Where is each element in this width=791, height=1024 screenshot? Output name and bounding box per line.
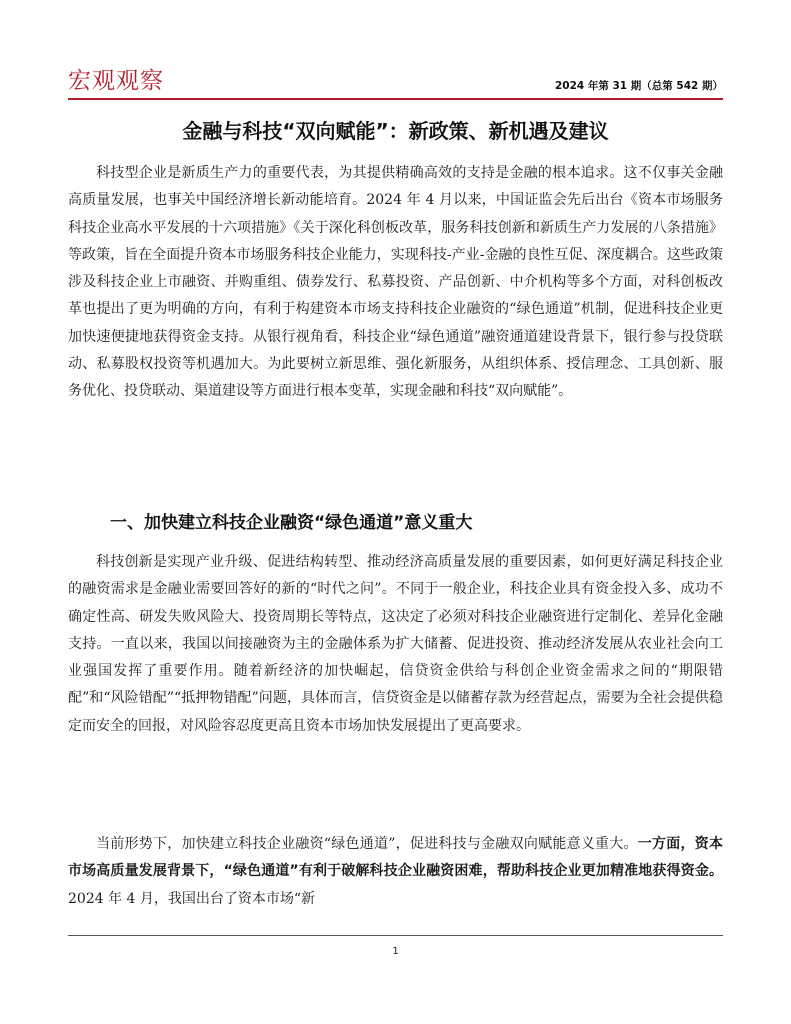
paragraph-lead-text: 当前形势下，加快建立科技企业融资“绿色通道”，促进科技与金融双向赋能意义重大。 (96, 836, 638, 852)
paragraph-tail-text: 2024 年 4 月，我国出台了资本市场“新 (68, 890, 316, 907)
footer-divider (68, 935, 723, 936)
paragraph-bold-text: 一方面，资本市场高质量发展背景下，“绿色通道”有利于破解科技企业融资困难，帮助科技企业更加精准地获得资金。 (68, 836, 724, 880)
intro-paragraph: 科技型企业是新质生产力的重要代表，为其提供精确高效的支持是金融的根本追求。这不仅事关金融高质量发展，也事关中国经济增长新动能培育。2024 年 4 月以来，中国证监会先后出台《资本市场服务科技企业高水平发展的十六项措施》《关于深化科创板改革，服务科技创新和新质生产力发展的八条措施》等政策，旨在全面提升资本市场服务科技企业能力，实现科技-产业-金融的良性互促、深度耦合。这些政策涉及科技企业上市融资、并购重组、债券发行、私募投资、产品创新、中介机构等多个方面，对科创板改革也提出了更为明确的方向，有利于构建资本市场支持科技企业融资的“绿色通道”机制，促进科技企业更加快速便捷地获得资金支持。从银行视角看，科技企业“绿色通道”融资通道建设背景下，银行参与投贷联动、私募股权投资等机遇加大。为此要树立新思维、强化新服务，从组织体系、授信理念、工具创新、服务优化、投贷联动、渠道建设等方面进行根本变革，实现金融和科技“双向赋能”。 (68, 165, 723, 400)
page-number: 1 (392, 946, 399, 957)
publication-brand: 宏观观察 (68, 68, 164, 94)
section-paragraph-2 (68, 831, 723, 913)
section-heading: 一、加快建立科技企业融资“绿色通道”意义重大 (110, 513, 473, 533)
issue-number: 2024 年第 31 期（总第 542 期） (554, 80, 723, 92)
section-paragraph-1: 科技创新是实现产业升级、促进结构转型、推动经济高质量发展的重要因素，如何更好满足科技企业的融资需求是金融业需要回答好的新的“时代之问”。不同于一般企业，科技企业具有资金投入多、成功不确定性高、研发失败风险大、投资周期长等特点，这决定了必须对科技企业融资进行定制化、差异化金融支持。一直以来，我国以间接融资为主的金融体系为扩大储蓄、促进投资、推动经济发展从农业社会向工业强国发挥了重要作用。随着新经济的加快崛起，信贷资金供给与科创企业资金需求之间的“期限错配”和“风险错配”“抵押物错配”问题，具体而言，信贷资金是以储蓄存款为经营起点，需要为全社会提供稳定而安全的回报，对风险容忍度更高且资本市场加快发展提出了更高要求。 (68, 554, 723, 734)
header-divider (68, 98, 723, 100)
article-title: 金融与科技“双向赋能”：新政策、新机遇及建议 (182, 119, 609, 143)
